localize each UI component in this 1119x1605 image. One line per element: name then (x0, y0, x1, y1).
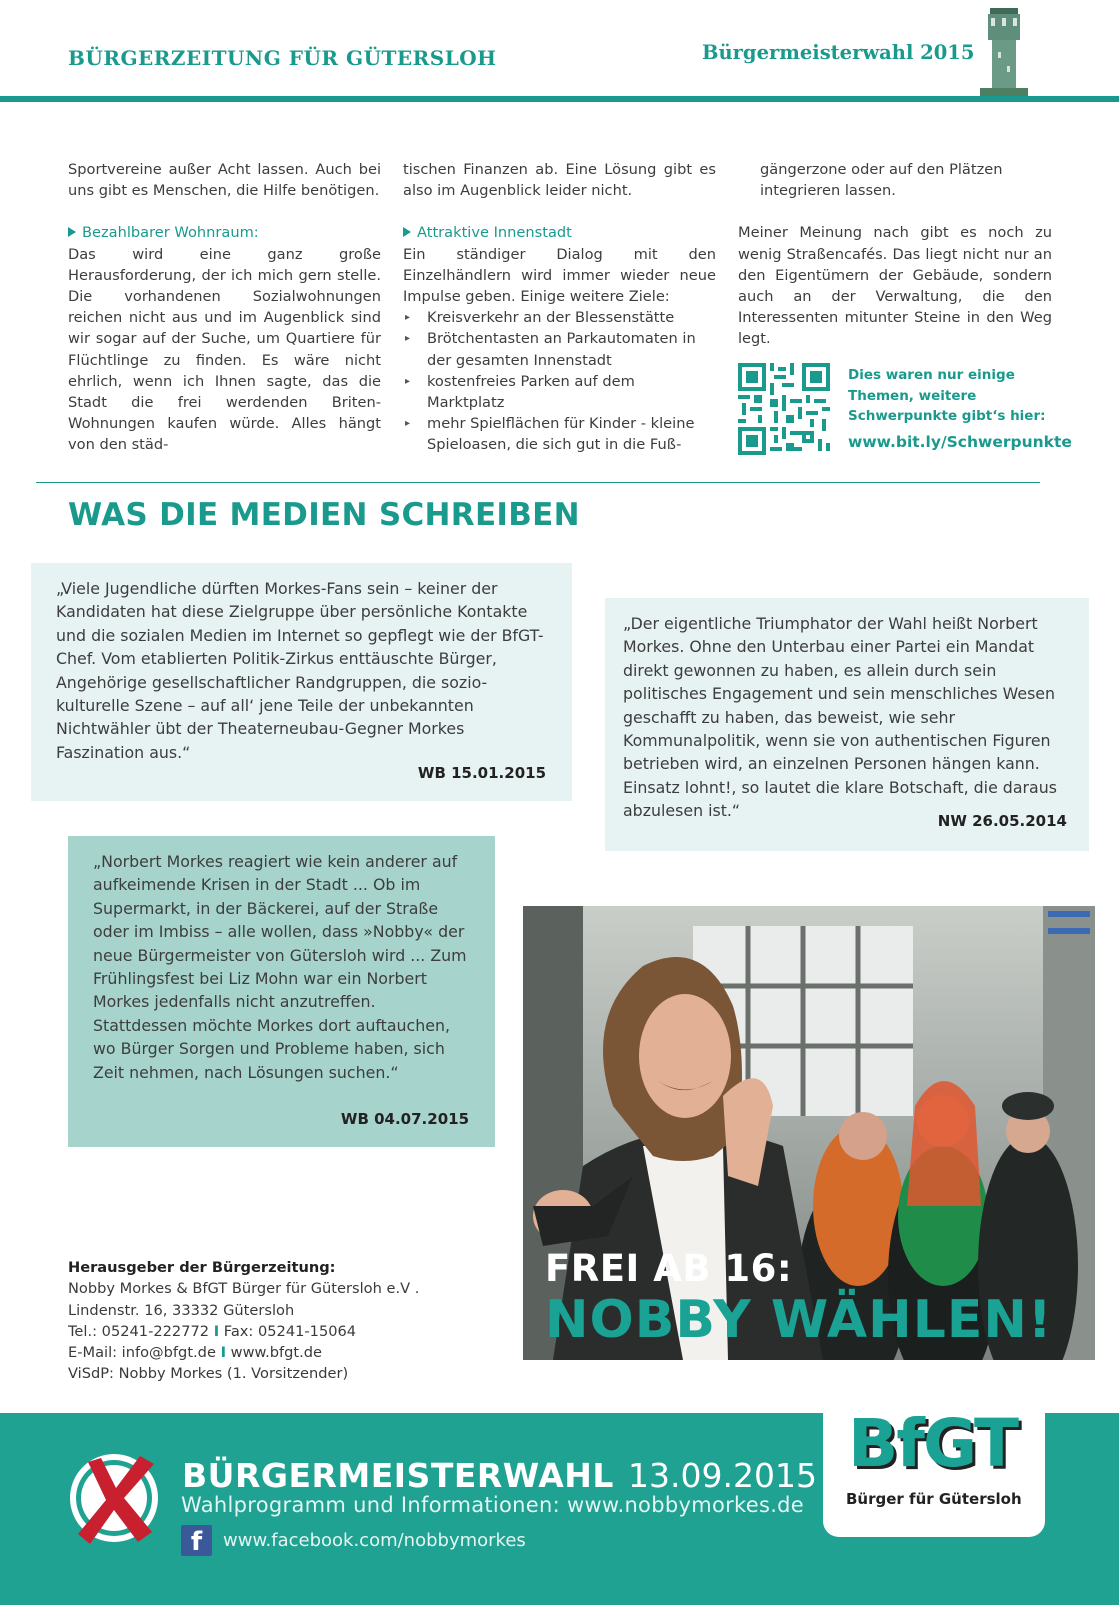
press-quote-3 (68, 836, 495, 1147)
article-column-3 (738, 159, 1052, 350)
slogan-line-1: FREI AB 16: (545, 1247, 793, 1290)
website-link[interactable]: www.bfgt.de (230, 1344, 323, 1362)
article-column-1 (68, 159, 381, 456)
section-divider (36, 482, 1040, 483)
qr-caption: Dies waren nur einige Themen, weitere Schwerpunkte gibt‘s hier: (848, 367, 1046, 424)
imprint-address: Lindenstr. 16, 33332 Gütersloh (68, 1301, 295, 1319)
quote-text: „Viele Jugendliche dürften Morkes-Fans sein – keiner der Kandidaten hat diese Zielgruppe über persönliche Kontakte und die sozialen Medien im Internet so gepflegt wie der BfGT-Chef. Vom etablierten Politik-Zirkus enttäuschte Bürger, Angehörige gesellschaftlicher Randgruppen, die sozio-kulturelle Szene – auf all‘ jene Teile der unbekannten Nichtwähler übt der Theaterneubau-Gegner Morkes Faszination aus.“ (56, 579, 544, 762)
water-tower-icon (980, 4, 1028, 98)
press-quote-2 (605, 598, 1089, 851)
quote-text: „Norbert Morkes reagiert wie kein anderer auf aufkeimende Krisen in der Stadt ... Ob im Supermarkt, in der Bäckerei, auf der Straße oder im Imbiss – alle wollen, dass »Nobby« der neue Bürgermeister von Gütersloh wird ... Zum Frühlingsfest bei Liz Mohn war ein Norbert Morkes jedenfalls nicht anzutreffen. Stattdessen möchte Morkes dort auftauchen, wo Bürger Sorgen und Probleme haben, sich Zeit nehmen, nach Lösungen suchen.“ (93, 852, 467, 1082)
press-quote-1 (31, 563, 572, 801)
email-link[interactable]: E-Mail: info@bfgt.de (68, 1344, 216, 1362)
col1-paragraph-1: Sportvereine außer Acht lassen. Auch bei uns gibt es Menschen, die Hilfe benötigen. (68, 161, 381, 200)
col2-paragraph-1: tischen Finanzen ab. Eine Lösung gibt es also im Augenblick leider nicht. (403, 161, 716, 200)
triangle-bullet-icon (403, 227, 411, 237)
quote-source: NW 26.05.2014 (937, 811, 1067, 830)
list-item: ▸ mehr Spielflächen für Kinder - kleine Spieloasen, die sich gut in die Fuß- (403, 413, 716, 455)
media-section-title: WAS DIE MEDIEN SCHREIBEN (68, 497, 580, 533)
slogan-line-2: NOBBY WÄHLEN! (545, 1290, 1053, 1350)
list-item: ▸ kostenfreies Parken auf dem Marktplatz (403, 371, 716, 413)
goals-list (403, 307, 716, 455)
triangle-bullet-icon (68, 227, 76, 237)
footer-election-title: BÜRGERMEISTERWAHL (182, 1456, 614, 1495)
schwerpunkte-link[interactable]: www.bit.ly/Schwerpunkte (848, 433, 1072, 451)
imprint-heading: Herausgeber der Bürgerzeitung: (68, 1259, 336, 1276)
bfgt-logo-subtitle: Bürger für Gütersloh (846, 1490, 1022, 1508)
col1-paragraph-2: Das wird eine ganz große Herausforderung, der ich mich gern stelle. Die vorhandenen Sozialwohnungen reichen nicht aus und im Augenblick sind wir sogar auf der Suche, um Quartiere für Flüchtlinge zu finden. Es wäre nicht ehrlich, wenn ich Ihnen sagte, das die Stadt die frei werdenden Briten-Wohnungen kaufen würde. Alles hängt von den städ- (68, 245, 381, 454)
ballot-cross-icon (66, 1450, 162, 1546)
quote-text: „Der eigentliche Triumphator der Wahl heißt Norbert Morkes. Ohne den Unterbau einer Partei ein Mandat direkt gewonnen zu haben, es allein durch sein politisches Engagement und sein menschliches Wesen geschafft zu haben, das beweist, wie sehr Kommunalpolitik, wenn sie von authentischen Figuren betrieben wird, an einzelnen Personen hängen kann. Einsatz lohnt!, so lautet die klare Botschaft, die daraus abzulesen ist.“ (623, 614, 1057, 821)
imprint-visdp: ViSdP: Nobby Morkes (1. Vorsitzender) (68, 1365, 349, 1383)
col3-paragraph-1: gängerzone oder auf den Plätzen integrieren lassen. (760, 161, 1003, 200)
quote-source: WB 04.07.2015 (340, 1109, 469, 1128)
col2-paragraph-2: Ein ständiger Dialog mit den Einzelhändlern wird immer wieder neue Impulse geben. Einige weitere Ziele: (403, 245, 716, 306)
quote-source: WB 15.01.2015 (417, 763, 546, 782)
imprint (68, 1257, 419, 1385)
header-divider (0, 96, 1119, 102)
footer-subtitle: Wahlprogramm und Informationen: www.nobbymorkes.de (181, 1493, 805, 1517)
election-title: Bürgermeisterwahl 2015 (702, 41, 975, 64)
list-item: ▸ Kreisverkehr an der Blessenstätte (403, 307, 716, 328)
facebook-icon[interactable]: f (181, 1525, 212, 1556)
imprint-phone-fax: Tel.: 05241-222772 I Fax: 05241-15064 (68, 1322, 357, 1340)
list-item: ▸ Brötchentasten an Parkautomaten in der gesamten Innenstadt (403, 328, 716, 370)
imprint-line: Nobby Morkes & BfGT Bürger für Gütersloh e.V . (68, 1280, 420, 1298)
col3-paragraph-2: Meiner Meinung nach gibt es noch zu wenig Straßencafés. Das liegt nicht nur an den Eigentümern der Gebäude, sondern auch an der Verwaltung, die den Interessenten mitunter Steine in den Weg legt. (738, 224, 1052, 348)
newspaper-title: BÜRGERZEITUNG FÜR GÜTERSLOH (68, 46, 497, 70)
imprint-contact: E-Mail: info@bfgt.de I www.bfgt.de (68, 1344, 323, 1362)
heading-innenstadt: Attraktive Innenstadt (403, 222, 716, 243)
bfgt-logo: BfGT (848, 1405, 1018, 1482)
facebook-link[interactable]: www.facebook.com/nobbymorkes (223, 1530, 526, 1551)
heading-wohnraum: Bezahlbarer Wohnraum: (68, 222, 381, 243)
qr-code-icon[interactable] (738, 363, 830, 455)
footer-election-date: 13.09.2015 (628, 1456, 817, 1495)
article-column-2 (403, 159, 716, 456)
